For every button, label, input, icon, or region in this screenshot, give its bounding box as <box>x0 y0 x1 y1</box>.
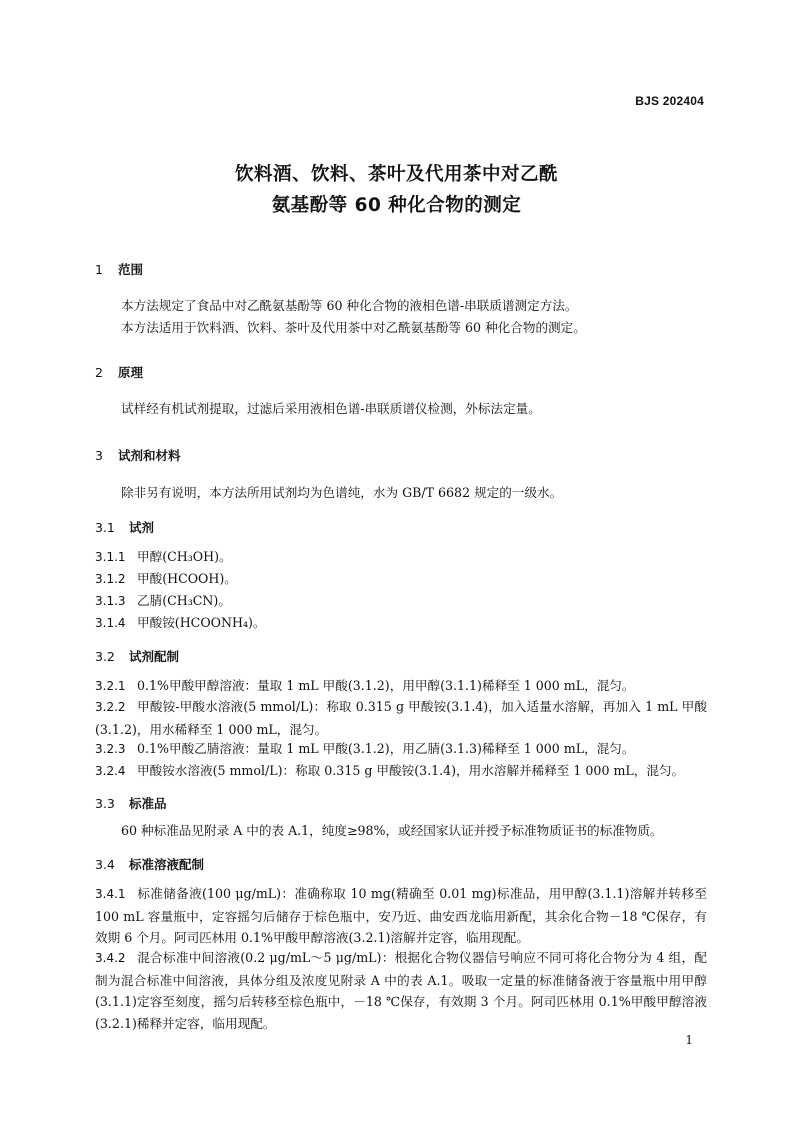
item-text: 甲酸铵水溶液(5 mmol/L)：称取 0.315 g 甲酸铵(3.1.4)，用水溶解并稀释至 1 000 mL，混匀。 <box>137 763 685 778</box>
item-number: 3.1.2 <box>95 572 126 586</box>
section-number: 1 <box>95 262 103 277</box>
paragraph: 试样经有机试剂提取，过滤后采用液相色谱-串联质谱仪检测，外标法定量。 <box>121 401 541 416</box>
list-item <box>95 675 635 697</box>
paragraph: 本方法适用于饮料酒、饮料、茶叶及代用茶中对乙酰氨基酚等 60 种化合物的测定。 <box>121 320 586 335</box>
list-item <box>95 568 237 590</box>
section-title: 试剂配制 <box>129 649 180 664</box>
item-text: 标准储备液(100 μg/mL)：准确称取 10 mg(精确至 0.01 mg)标准品，用甲醇(3.1.1)溶解并转移至 100 mL 容量瓶中，定容摇匀后储存于棕色瓶中，安乃近、曲安西龙临用新配，其余化合物－18 ℃保存，有效期 6 个月。阿司匹林用 0.1%甲酸甲醇溶液(3.2.1)溶解并定容，临用现配。 <box>95 886 707 945</box>
page-number: 1 <box>685 1033 693 1047</box>
item-text: 甲酸铵(HCOONH₄)。 <box>137 615 266 630</box>
item-text: 0.1%甲酸甲醇溶液：量取 1 mL 甲酸(3.1.2)，用甲醇(3.1.1)稀释至 1 000 mL，混匀。 <box>137 678 635 693</box>
subsection-heading-3-4 <box>95 855 204 873</box>
item-number: 3.2.1 <box>95 679 126 693</box>
list-item <box>95 696 707 740</box>
section-title: 试剂 <box>129 520 155 535</box>
item-text: 混合标准中间溶液(0.2 μg/mL～5 μg/mL)：根据化合物仪器信号响应不同可将化合物分为 4 组，配制为混合标准中间溶液，具体分组及浓度见附录 A 中的表 A.1。吸取一定量的标准储备液于容量瓶中用甲醇(3.1.1)定容至刻度，摇匀后转移至棕色瓶中，－18 ℃保存，有效期 3 个月。阿司匹林用 0.1%甲酸甲醇溶液(3.2.1)稀释并定容，临用现配。 <box>95 950 707 1031</box>
section-number: 3.4 <box>95 857 115 872</box>
section-heading-1 <box>95 260 143 278</box>
list-item <box>95 612 266 634</box>
item-number: 3.2.4 <box>95 764 126 778</box>
document-title-line-1: 饮料酒、饮料、茶叶及代用茶中对乙酰 <box>234 164 558 185</box>
item-text: 甲酸(HCOOH)。 <box>137 571 237 586</box>
item-number: 3.4.2 <box>95 951 126 965</box>
item-text: 0.1%甲酸乙腈溶液：量取 1 mL 甲酸(3.1.2)，用乙腈(3.1.3)稀释至 1 000 mL，混匀。 <box>137 741 635 756</box>
section-title: 标准品 <box>129 796 167 811</box>
paragraph: 除非另有说明，本方法所用试剂均为色谱纯，水为 GB/T 6682 规定的一级水。 <box>121 485 563 500</box>
section-number: 2 <box>95 365 103 380</box>
section-title: 试剂和材料 <box>118 448 181 463</box>
list-item <box>95 590 231 612</box>
list-item <box>95 546 232 568</box>
paragraph: 60 种标准品见附录 A 中的表 A.1，纯度≥98%，或经国家认证并授予标准物质证书的标准物质。 <box>121 823 663 838</box>
section-title: 标准溶液配制 <box>129 857 205 872</box>
standard-code: BJS 202404 <box>635 94 704 108</box>
section-title: 原理 <box>118 365 144 380</box>
subsection-heading-3-1 <box>95 518 154 536</box>
list-item <box>95 760 684 782</box>
section-number: 3 <box>95 448 103 463</box>
item-number: 3.1.3 <box>95 594 126 608</box>
item-text: 乙腈(CH₃CN)。 <box>137 593 231 608</box>
list-item <box>95 738 635 760</box>
item-number: 3.2.3 <box>95 742 126 756</box>
subsection-heading-3-2 <box>95 647 179 665</box>
section-number: 3.1 <box>95 520 115 535</box>
item-number: 3.2.2 <box>95 700 126 714</box>
item-text: 甲醇(CH₃OH)。 <box>137 549 232 564</box>
section-heading-2 <box>95 363 143 381</box>
document-title-line-2: 氨基酚等 60 种化合物的测定 <box>271 195 522 216</box>
item-number: 3.1.1 <box>95 550 126 564</box>
list-item <box>95 883 707 949</box>
section-title: 范围 <box>118 262 144 277</box>
section-number: 3.2 <box>95 649 115 664</box>
paragraph: 本方法规定了食品中对乙酰氨基酚等 60 种化合物的液相色谱-串联质谱测定方法。 <box>121 298 578 313</box>
section-heading-3 <box>95 446 181 464</box>
list-item <box>95 947 707 1034</box>
subsection-heading-3-3 <box>95 794 167 812</box>
item-number: 3.1.4 <box>95 616 126 630</box>
item-text: 甲酸铵-甲酸水溶液(5 mmol/L)：称取 0.315 g 甲酸铵(3.1.4)，加入适量水溶解，再加入 1 mL 甲酸(3.1.2)，用水稀释至 1 000 mL，混匀。 <box>95 699 707 737</box>
section-number: 3.3 <box>95 796 115 811</box>
item-number: 3.4.1 <box>95 887 126 901</box>
